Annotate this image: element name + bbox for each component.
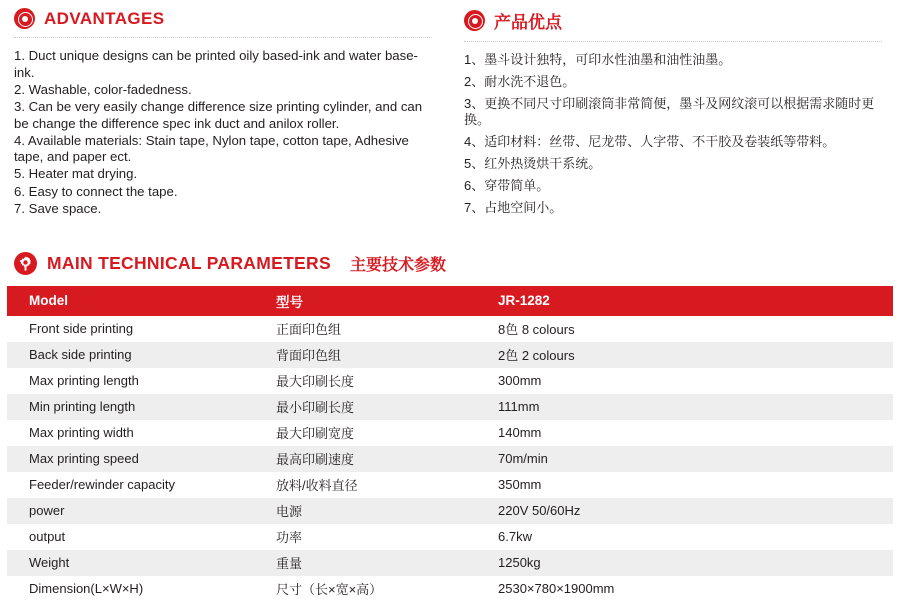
table-row (7, 498, 893, 524)
table-row (7, 368, 893, 394)
param-name-cn: 尺寸（长×宽×高） (276, 582, 383, 597)
list-item: 4. Available materials: Stain tape, Nylon tape, cotton tape, Adhesive tape, and paper ect. (14, 132, 409, 165)
advantages-chinese-header (464, 8, 882, 42)
param-name-cn: 最高印刷速度 (276, 452, 355, 467)
table-header-row (7, 286, 893, 316)
advantages-english-title: ADVANTAGES (44, 8, 165, 28)
param-name-en: Dimension(L×W×H) (29, 581, 144, 596)
list-item: 6、穿带简单。 (464, 177, 550, 193)
main-parameters-title-en: MAIN TECHNICAL PARAMETERS (47, 252, 331, 273)
list-item: 7、占地空间小。 (464, 199, 563, 215)
param-name-en: Max printing width (29, 425, 134, 440)
list-item: 1、墨斗设计独特，可印水性油墨和油性油墨。 (464, 52, 732, 67)
table-row (7, 420, 893, 446)
column-header-model-en: Model (7, 286, 254, 316)
param-name-cn: 最大印刷宽度 (276, 426, 355, 441)
table-row (7, 576, 893, 602)
param-name-cn: 背面印色组 (276, 348, 342, 363)
main-parameters-title-cn: 主要技术参数 (349, 256, 446, 274)
list-item: 7. Save space. (14, 200, 102, 216)
table-row (7, 316, 893, 342)
param-name-cn: 放料/收料直径 (276, 478, 358, 493)
param-name-en: Max printing length (29, 373, 139, 388)
param-value: 2530×780×1900mm (498, 581, 615, 596)
param-name-cn: 最小印刷长度 (276, 400, 355, 415)
list-item: 5. Heater mat drying. (14, 166, 138, 182)
param-name-cn: 电源 (276, 504, 303, 519)
param-name-en: Min printing length (29, 399, 136, 414)
list-item: 3. Can be very easily change difference size printing cylinder, and can be change the difference spec ink duct and anilox roller. (14, 98, 423, 131)
param-value: 140mm (498, 425, 542, 440)
param-value: 1250kg (498, 555, 541, 570)
param-name-en: Front side printing (29, 321, 134, 336)
param-name-cn: 功率 (276, 530, 303, 545)
advantages-english-list (14, 48, 432, 217)
param-name-en: Max printing speed (29, 451, 139, 466)
param-name-en: Back side printing (29, 347, 132, 362)
list-item: 6. Easy to connect the tape. (14, 183, 178, 199)
param-name-cn: 正面印色组 (276, 322, 342, 337)
param-value: 70m/min (498, 451, 548, 466)
list-item: 5、红外热烫烘干系统。 (464, 155, 602, 171)
table-row (7, 394, 893, 420)
main-parameters-header (0, 252, 900, 275)
target-circle-icon (464, 10, 485, 31)
list-item: 4、适印材料：丝带、尼龙带、人字带、不干胶及卷装纸等带料。 (464, 134, 836, 149)
list-item: 3、更换不同尺寸印刷滚筒非常简便，墨斗及网纹滚可以根据需求随时更换。 (464, 95, 875, 128)
param-value: 300mm (498, 373, 542, 388)
param-value: 220V 50/60Hz (498, 503, 581, 518)
table-row (7, 524, 893, 550)
advantages-english-header (14, 8, 432, 38)
list-item: 2. Washable, color-fadedness. (14, 81, 192, 97)
table-row (7, 446, 893, 472)
param-value: 111mm (498, 399, 540, 414)
param-name-en: output (29, 529, 66, 544)
advantages-section (0, 0, 900, 222)
param-value: 350mm (498, 477, 542, 492)
param-name-en: Feeder/rewinder capacity (29, 477, 175, 492)
param-name-cn: 最大印刷长度 (276, 374, 355, 389)
advantages-chinese-title: 产品优点 (494, 13, 562, 32)
advantages-english-column (0, 8, 450, 222)
table-row (7, 550, 893, 576)
gear-icon (14, 252, 37, 275)
advantages-chinese-column (450, 8, 900, 222)
column-header-model-cn: 型号 (254, 286, 476, 316)
param-name-en: Weight (29, 555, 70, 570)
table-row (7, 472, 893, 498)
param-name-en: power (29, 503, 65, 518)
list-item: 1. Duct unique designs can be printed oily based-ink and water base-ink. (14, 48, 418, 80)
param-value: 6.7kw (498, 529, 532, 544)
column-header-model-value: JR-1282 (476, 286, 893, 316)
param-value: 2色 2 colours (498, 348, 575, 363)
param-value: 8色 8 colours (498, 322, 575, 337)
table-row (7, 342, 893, 368)
list-item: 2、耐水洗不退色。 (464, 73, 576, 89)
advantages-chinese-list (464, 52, 882, 216)
param-name-cn: 重量 (276, 556, 303, 571)
technical-parameters-table (7, 286, 893, 602)
target-circle-icon (14, 8, 35, 29)
